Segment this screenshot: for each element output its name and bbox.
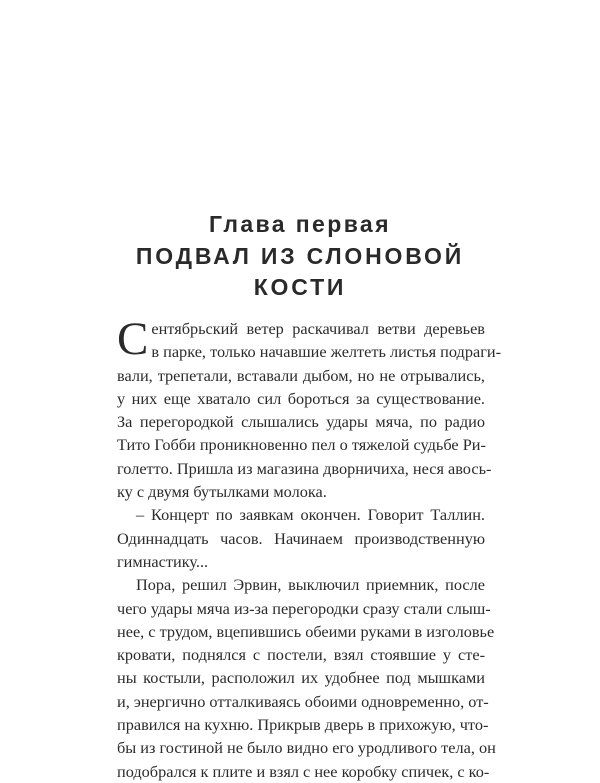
text-line: гимнастику... — [117, 551, 209, 571]
text-line: Пора, решил Эрвин, выключил приемник, после — [136, 575, 485, 595]
text-line: подобрался к плите и взял с нее коробку спичек, с ко- — [117, 761, 490, 781]
text-line: правился на кухню. Прикрыв дверь в прихожую, что- — [117, 715, 489, 735]
body-text — [117, 313, 502, 783]
text-line: в парке, только начавшие желтеть листья подраги- — [151, 342, 502, 362]
text-line: кровати, поднялся с постели, взял стоявшие у сте- — [117, 645, 485, 665]
chapter-label: Глава первая — [209, 211, 391, 237]
text-line: у них еще хватало сил бороться за существование. — [117, 388, 485, 408]
text-line: голетто. Пришла из магазина дворничиха, неся авось- — [117, 458, 492, 478]
text-line: вали, трепетали, вставали дыбом, но не отрывались, — [117, 365, 485, 385]
text-line: Тито Гобби проникновенно пел о тяжелой судьбе Ри- — [117, 435, 486, 455]
text-line: бы из гостиной не было видно его уродливого тела, он — [117, 738, 496, 758]
text-line: и, энергично отталкиваясь обоими одновременно, от- — [117, 691, 489, 711]
chapter-title-line-1: ПОДВАЛ ИЗ СЛОНОВОЙ — [135, 243, 465, 269]
text-line: Одиннадцать часов. Начинаем производственную — [117, 528, 485, 548]
text-line: ентябрьский ветер раскачивал ветви деревьев — [151, 319, 485, 338]
drop-cap: С — [117, 313, 149, 365]
text-line: ны костыли, расположил их удобнее под мышками — [117, 668, 485, 688]
chapter-title-line-2: КОСТИ — [253, 274, 347, 300]
text-line: нее, с трудом, вцепившись обеими руками в изголовье — [117, 621, 495, 641]
text-line: За перегородкой слышались удары мяча, по радио — [117, 412, 485, 432]
text-line: ку с двумя бутылками молока. — [117, 482, 327, 502]
text-line: чего удары мяча из-за перегородки сразу стали слыш- — [117, 598, 491, 618]
text-line: – Концерт по заявкам окончен. Говорит Таллин. — [136, 505, 485, 525]
